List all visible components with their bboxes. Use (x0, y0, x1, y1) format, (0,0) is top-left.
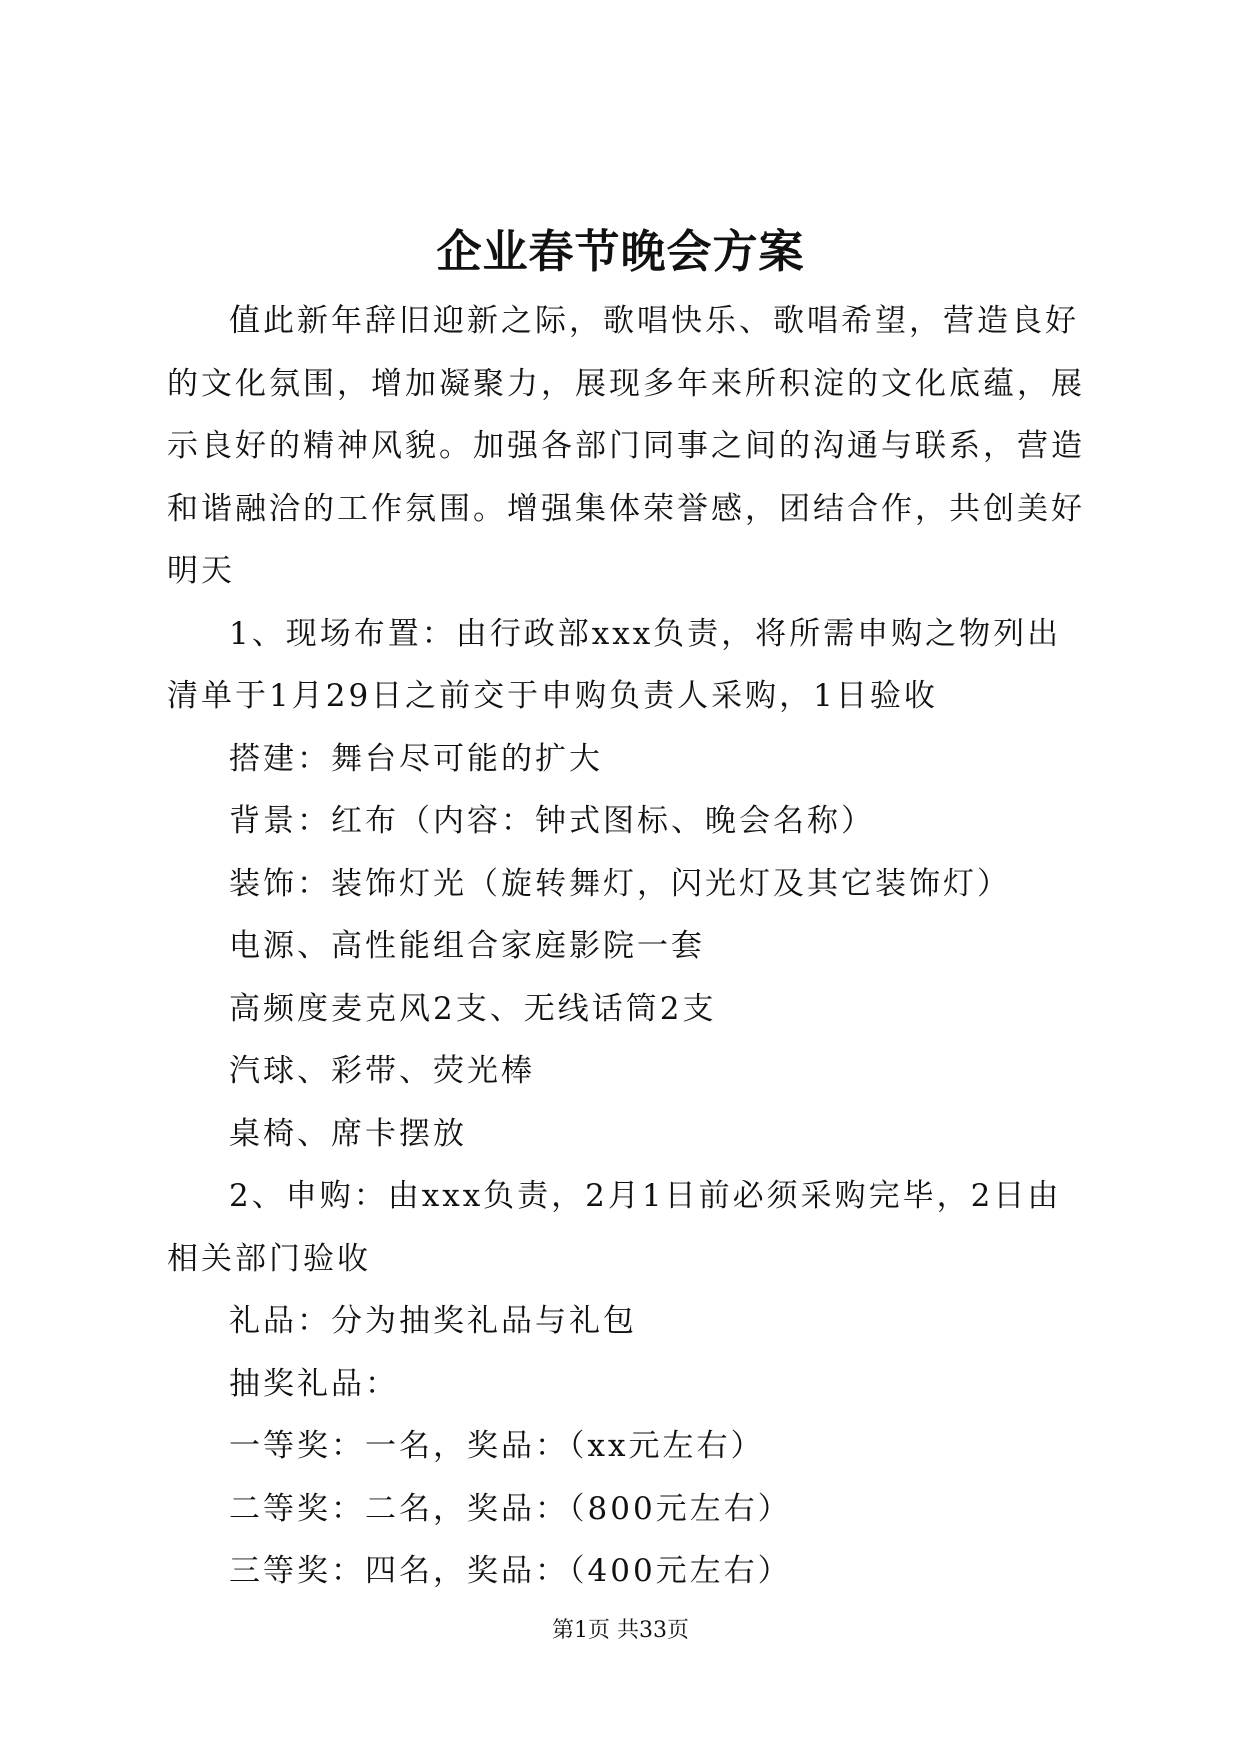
paragraph-microphones: 高频度麦克风2支、无线话筒2支 (229, 990, 717, 1027)
paragraph-seating: 桌椅、席卡摆放 (229, 1115, 467, 1152)
paragraph-first-prize: 一等奖：一名，奖品：（xx元左右） (229, 1428, 765, 1464)
paragraph-lottery-gifts: 抽奖礼品： (229, 1365, 399, 1402)
paragraph-gifts: 礼品：分为抽奖礼品与礼包 (229, 1303, 637, 1339)
paragraph-decoration: 装饰：装饰灯光（旋转舞灯，闪光灯及其它装饰灯） (229, 865, 1011, 902)
document-title: 企业春节晚会方案 (436, 225, 805, 278)
paragraph-balloons: 汽球、彩带、荧光棒 (229, 1053, 535, 1089)
paragraph-third-prize: 三等奖：四名，奖品：（400元左右） (229, 1553, 792, 1589)
paragraph-venue-setup: 1、现场布置：由行政部xxx负责，将所需申购之物列出清单于1月29日之前交于申购负责人采购，1日验收 (167, 615, 1062, 714)
paragraph-stage: 搭建：舞台尽可能的扩大 (229, 740, 603, 777)
paragraph-intro: 值此新年辞旧迎新之际，歌唱快乐、歌唱希望，营造良好的文化氛围，增加凝聚力，展现多年来所积淀的文化底蕴，展示良好的精神风貌。加强各部门同事之间的沟通与联系，营造和谐融洽的工作氛围。增强集体荣誉感，团结合作，共创美好明天 (167, 303, 1085, 589)
paragraph-second-prize: 二等奖：二名，奖品：（800元左右） (229, 1490, 792, 1527)
document-body (167, 290, 1087, 1603)
paragraph-background: 背景：红布（内容：钟式图标、晚会名称） (229, 803, 875, 839)
paragraph-purchase: 2、申购：由xxx负责，2月1日前必须采购完毕，2日由相关部门验收 (167, 1178, 1062, 1277)
paragraph-power-audio: 电源、高性能组合家庭影院一套 (229, 928, 705, 964)
page-footer: 第1页 共33页 (552, 1618, 689, 1643)
